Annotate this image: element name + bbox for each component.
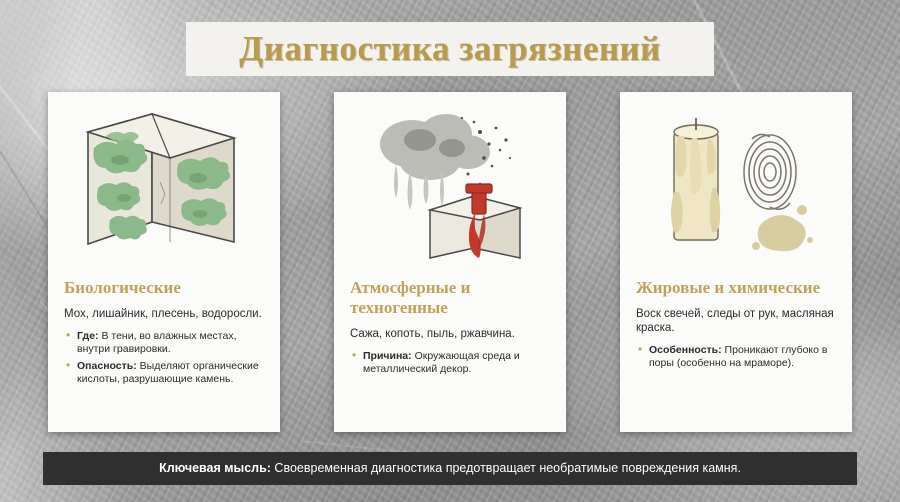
atmospheric-contamination-illustration xyxy=(334,92,566,274)
bullet-text: В тени, во влажных местах, внутри гравировки. xyxy=(77,330,237,355)
bullet-text: Окружающая среда и металлический декор. xyxy=(363,350,520,375)
list-item xyxy=(64,360,266,386)
bullet-label: Опасность: xyxy=(77,360,137,372)
card-title: Биологические xyxy=(64,278,181,297)
list-item xyxy=(350,350,552,376)
list-item xyxy=(636,344,838,370)
bullet-label: Причина: xyxy=(363,350,412,362)
key-takeaway-text: Своевременная диагностика предотвращает необратимые повреждения камня. xyxy=(270,461,741,475)
card-lead-text: Мох, лишайник, плесень, водоросли. xyxy=(64,308,262,320)
key-takeaway-label: Ключевая мысль: xyxy=(159,461,271,475)
card-bullet-list xyxy=(350,350,552,376)
biological-contamination-illustration xyxy=(48,92,280,274)
page-title: Диагностика загрязнений xyxy=(239,29,661,68)
card-chemical xyxy=(620,92,852,432)
card-biological xyxy=(48,92,280,432)
card-atmospheric xyxy=(334,92,566,432)
bullet-text: Проникают глубоко в поры (особенно на мраморе). xyxy=(649,344,828,369)
card-lead-text: Воск свечей, следы от рук, масляная краска. xyxy=(636,308,834,334)
bullet-label: Особенность: xyxy=(649,344,722,356)
card-bullet-list xyxy=(64,330,266,386)
card-bullet-list xyxy=(636,344,838,370)
chemical-contamination-illustration xyxy=(620,92,852,274)
key-takeaway-banner xyxy=(43,452,857,485)
card-title: Атмосферные и техногенные xyxy=(350,278,471,317)
card-lead-text: Сажа, копоть, пыль, ржавчина. xyxy=(350,328,515,340)
card-title: Жировые и химические xyxy=(636,278,821,297)
bullet-text: Выделяют органические кислоты, разрушающие камень. xyxy=(77,360,259,385)
list-item xyxy=(64,330,266,356)
bullet-label: Где: xyxy=(77,330,99,342)
